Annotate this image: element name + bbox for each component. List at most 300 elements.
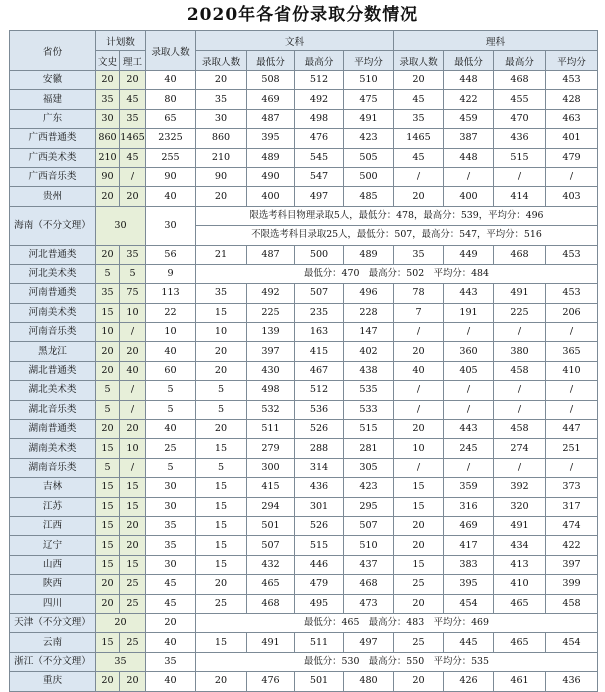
cell-arts-min: 501	[247, 516, 295, 535]
cell-arts-admitted: 15	[196, 303, 247, 322]
cell-sci-min: 454	[444, 594, 494, 613]
cell-arts-admitted: 35	[196, 284, 247, 303]
cell-arts-avg: 500	[344, 167, 394, 186]
cell-province: 广西普通类	[10, 129, 96, 148]
cell-arts-min: 468	[247, 594, 295, 613]
cell-plan-sci: 20	[120, 342, 146, 361]
table-row	[10, 400, 598, 419]
cell-arts-avg: 423	[344, 478, 394, 497]
table-row	[10, 109, 598, 128]
cell-admitted: 80	[146, 90, 196, 109]
cell-province: 河北普通类	[10, 245, 96, 264]
cell-arts-admitted: 15	[196, 516, 247, 535]
cell-arts-max: 467	[295, 361, 344, 380]
cell-sci-min: 443	[444, 420, 494, 439]
cell-plan-sci: 75	[120, 284, 146, 303]
cell-arts-admitted: 15	[196, 439, 247, 458]
cell-plan-sci: 15	[120, 497, 146, 516]
table-row	[10, 458, 598, 477]
cell-sci-min: /	[444, 400, 494, 419]
cell-arts-max: 235	[295, 303, 344, 322]
cell-sci-min: /	[444, 323, 494, 342]
header-plan: 计划数	[96, 31, 146, 51]
cell-plan-sci: 40	[120, 361, 146, 380]
cell-plan-arts: 90	[96, 167, 120, 186]
cell-sci-avg: /	[546, 323, 598, 342]
table-row	[10, 90, 598, 109]
cell-province: 湖南美术类	[10, 439, 96, 458]
cell-arts-min: 300	[247, 458, 295, 477]
cell-province: 广西美术类	[10, 148, 96, 167]
cell-plan-arts: 15	[96, 303, 120, 322]
cell-admitted: 30	[146, 478, 196, 497]
cell-sci-max: 468	[494, 245, 546, 264]
cell-sci-admitted: 45	[394, 90, 444, 109]
cell-arts-admitted: 5	[196, 458, 247, 477]
cell-sci-admitted: 15	[394, 555, 444, 574]
cell-arts-min: 400	[247, 187, 295, 206]
cell-arts-max: 536	[295, 400, 344, 419]
cell-arts-avg: 535	[344, 381, 394, 400]
cell-sci-avg: 453	[546, 284, 598, 303]
cell-sci-admitted: 40	[394, 361, 444, 380]
table-row	[10, 575, 598, 594]
cell-plan-arts: 10	[96, 323, 120, 342]
cell-arts-admitted: 21	[196, 245, 247, 264]
table-row	[10, 361, 598, 380]
cell-sci-admitted: 20	[394, 536, 444, 555]
cell-province: 浙江（不分文理）	[10, 652, 96, 671]
cell-province: 四川	[10, 594, 96, 613]
table-row	[10, 303, 598, 322]
cell-sci-admitted: 25	[394, 575, 444, 594]
cell-sci-avg: 401	[546, 129, 598, 148]
cell-arts-min: 432	[247, 555, 295, 574]
cell-plan-arts: 15	[96, 555, 120, 574]
cell-sci-max: 225	[494, 303, 546, 322]
header-arts-avg: 平均分	[344, 51, 394, 71]
table-row	[10, 381, 598, 400]
cell-sci-max: 458	[494, 420, 546, 439]
table-row	[10, 555, 598, 574]
cell-arts-min: 465	[247, 575, 295, 594]
cell-province: 河北美术类	[10, 264, 96, 283]
cell-sci-min: /	[444, 381, 494, 400]
cell-sci-avg: 447	[546, 420, 598, 439]
cell-arts-min: 225	[247, 303, 295, 322]
table-row	[10, 206, 598, 225]
cell-province: 江西	[10, 516, 96, 535]
cell-plan-sci: 15	[120, 555, 146, 574]
cell-arts-admitted: 210	[196, 148, 247, 167]
cell-sci-min: 448	[444, 148, 494, 167]
cell-admitted: 10	[146, 323, 196, 342]
cell-arts-admitted: 20	[196, 420, 247, 439]
cell-sci-min: 383	[444, 555, 494, 574]
cell-arts-max: 436	[295, 478, 344, 497]
cell-arts-admitted: 5	[196, 400, 247, 419]
cell-arts-avg: 510	[344, 536, 394, 555]
cell-score-summary: 最低分：465 最高分：483 平均分：469	[196, 613, 598, 632]
cell-plan-arts: 15	[96, 633, 120, 652]
cell-arts-max: 415	[295, 342, 344, 361]
cell-sci-avg: /	[546, 167, 598, 186]
page-title: 2020年各省份录取分数情况	[186, 5, 419, 25]
header-province: 省份	[10, 31, 96, 71]
cell-arts-admitted: 30	[196, 109, 247, 128]
cell-admitted: 40	[146, 672, 196, 691]
cell-sci-admitted: 10	[394, 439, 444, 458]
cell-admitted: 35	[146, 516, 196, 535]
cell-sci-min: 245	[444, 439, 494, 458]
cell-sci-min: 395	[444, 575, 494, 594]
cell-arts-max: 526	[295, 516, 344, 535]
cell-plan-arts: 5	[96, 400, 120, 419]
cell-arts-min: 430	[247, 361, 295, 380]
cell-sci-admitted: /	[394, 400, 444, 419]
cell-sci-max: 434	[494, 536, 546, 555]
cell-admitted: 56	[146, 245, 196, 264]
cell-admitted: 22	[146, 303, 196, 322]
cell-sci-avg: 397	[546, 555, 598, 574]
cell-plan-arts: 20	[96, 245, 120, 264]
cell-sci-admitted: 20	[394, 516, 444, 535]
cell-plan-sci: /	[120, 381, 146, 400]
cell-province: 河南美术类	[10, 303, 96, 322]
cell-province: 广东	[10, 109, 96, 128]
cell-sci-min: 316	[444, 497, 494, 516]
cell-sci-max: 458	[494, 361, 546, 380]
table-row	[10, 420, 598, 439]
cell-plan-sci: 45	[120, 90, 146, 109]
cell-plan-sci: 45	[120, 148, 146, 167]
cell-admitted: 40	[146, 633, 196, 652]
cell-arts-avg: 515	[344, 420, 394, 439]
cell-admitted: 9	[146, 264, 196, 283]
cell-arts-min: 487	[247, 109, 295, 128]
cell-admitted: 45	[146, 575, 196, 594]
cell-arts-avg: 281	[344, 439, 394, 458]
cell-admitted: 5	[146, 458, 196, 477]
cell-arts-max: 497	[295, 187, 344, 206]
cell-sci-max: 455	[494, 90, 546, 109]
cell-arts-max: 545	[295, 148, 344, 167]
cell-sci-max: 465	[494, 594, 546, 613]
cell-arts-max: 288	[295, 439, 344, 458]
cell-sci-min: 360	[444, 342, 494, 361]
cell-plan-sci: /	[120, 458, 146, 477]
table-row	[10, 613, 598, 632]
cell-note-unrestricted: 不限选考科目录取25人，最低分：507，最高分：547，平均分：516	[196, 226, 598, 245]
cell-admitted: 20	[146, 613, 196, 632]
cell-plan-arts: 30	[96, 109, 120, 128]
cell-arts-admitted: 15	[196, 555, 247, 574]
header-sci-avg: 平均分	[546, 51, 598, 71]
cell-sci-avg: 399	[546, 575, 598, 594]
cell-sci-min: 405	[444, 361, 494, 380]
cell-arts-min: 139	[247, 323, 295, 342]
cell-province: 云南	[10, 633, 96, 652]
cell-sci-max: 491	[494, 284, 546, 303]
cell-province: 安徽	[10, 71, 96, 90]
cell-arts-max: 163	[295, 323, 344, 342]
cell-arts-min: 511	[247, 420, 295, 439]
cell-sci-avg: 373	[546, 478, 598, 497]
cell-sci-min: 469	[444, 516, 494, 535]
cell-admitted: 5	[146, 381, 196, 400]
cell-province: 福建	[10, 90, 96, 109]
header-arts-min: 最低分	[247, 51, 295, 71]
cell-arts-admitted: 20	[196, 342, 247, 361]
cell-province: 贵州	[10, 187, 96, 206]
cell-sci-max: 436	[494, 129, 546, 148]
cell-province: 湖北美术类	[10, 381, 96, 400]
cell-arts-admitted: 20	[196, 575, 247, 594]
header-arts-admitted: 录取人数	[196, 51, 247, 71]
cell-arts-admitted: 10	[196, 323, 247, 342]
cell-arts-avg: 295	[344, 497, 394, 516]
cell-admitted: 45	[146, 594, 196, 613]
cell-sci-admitted: 20	[394, 187, 444, 206]
cell-province: 重庆	[10, 672, 96, 691]
header-arts-max: 最高分	[295, 51, 344, 71]
cell-arts-max: 476	[295, 129, 344, 148]
cell-admitted: 35	[146, 652, 196, 671]
cell-sci-min: 459	[444, 109, 494, 128]
cell-admitted: 40	[146, 187, 196, 206]
cell-sci-max: 515	[494, 148, 546, 167]
cell-plan-arts: 5	[96, 458, 120, 477]
cell-plan-arts: 20	[96, 420, 120, 439]
cell-sci-min: 445	[444, 633, 494, 652]
cell-arts-max: 314	[295, 458, 344, 477]
cell-arts-admitted: 20	[196, 672, 247, 691]
table-row	[10, 167, 598, 186]
cell-sci-avg: 422	[546, 536, 598, 555]
cell-sci-min: 426	[444, 672, 494, 691]
cell-arts-max: 492	[295, 90, 344, 109]
table-row	[10, 536, 598, 555]
cell-sci-admitted: /	[394, 381, 444, 400]
cell-plan-arts: 20	[96, 71, 120, 90]
cell-plan-arts: 20	[96, 342, 120, 361]
cell-arts-max: 512	[295, 381, 344, 400]
cell-sci-max: 392	[494, 478, 546, 497]
cell-admitted: 30	[146, 497, 196, 516]
cell-arts-avg: 423	[344, 129, 394, 148]
table-row	[10, 71, 598, 90]
header-sci-min: 最低分	[444, 51, 494, 71]
cell-arts-avg: 437	[344, 555, 394, 574]
header-admitted: 录取人数	[146, 31, 196, 71]
cell-admitted: 30	[146, 206, 196, 245]
cell-arts-min: 476	[247, 672, 295, 691]
cell-plan-sci: /	[120, 167, 146, 186]
table-row	[10, 187, 598, 206]
table-header	[10, 31, 598, 71]
cell-arts-avg: 533	[344, 400, 394, 419]
cell-arts-avg: 475	[344, 90, 394, 109]
cell-plan-arts: 35	[96, 284, 120, 303]
cell-arts-admitted: 20	[196, 361, 247, 380]
cell-province: 河南音乐类	[10, 323, 96, 342]
cell-sci-admitted: 25	[394, 633, 444, 652]
cell-sci-admitted: 35	[394, 245, 444, 264]
cell-plan-total: 20	[96, 613, 146, 632]
cell-arts-min: 395	[247, 129, 295, 148]
cell-sci-max: 413	[494, 555, 546, 574]
cell-plan-arts: 15	[96, 516, 120, 535]
cell-sci-avg: 206	[546, 303, 598, 322]
cell-sci-avg: 428	[546, 90, 598, 109]
cell-arts-min: 397	[247, 342, 295, 361]
cell-plan-total: 35	[96, 652, 146, 671]
cell-province: 山西	[10, 555, 96, 574]
cell-plan-total: 30	[96, 206, 146, 245]
cell-sci-max: /	[494, 323, 546, 342]
cell-arts-avg: 510	[344, 71, 394, 90]
cell-sci-avg: 436	[546, 672, 598, 691]
cell-sci-avg: 479	[546, 148, 598, 167]
cell-admitted: 60	[146, 361, 196, 380]
cell-sci-max: /	[494, 400, 546, 419]
cell-plan-arts: 15	[96, 439, 120, 458]
cell-sci-avg: /	[546, 458, 598, 477]
cell-sci-admitted: 15	[394, 478, 444, 497]
cell-arts-min: 498	[247, 381, 295, 400]
header-arts: 文科	[196, 31, 394, 51]
cell-sci-admitted: /	[394, 458, 444, 477]
cell-arts-max: 501	[295, 672, 344, 691]
cell-sci-min: 443	[444, 284, 494, 303]
cell-plan-arts: 5	[96, 381, 120, 400]
cell-arts-avg: 497	[344, 633, 394, 652]
cell-province: 湖南普通类	[10, 420, 96, 439]
cell-arts-avg: 468	[344, 575, 394, 594]
cell-province: 湖南音乐类	[10, 458, 96, 477]
cell-sci-max: 274	[494, 439, 546, 458]
cell-plan-sci: 20	[120, 71, 146, 90]
cell-sci-avg: 453	[546, 245, 598, 264]
header-science: 理科	[394, 31, 598, 51]
cell-sci-min: 417	[444, 536, 494, 555]
table-row	[10, 478, 598, 497]
cell-province: 湖北音乐类	[10, 400, 96, 419]
table-row	[10, 264, 598, 283]
cell-arts-avg: 485	[344, 187, 394, 206]
cell-sci-avg: 251	[546, 439, 598, 458]
cell-sci-min: 449	[444, 245, 494, 264]
table-body	[10, 71, 598, 692]
cell-arts-max: 515	[295, 536, 344, 555]
cell-plan-arts: 20	[96, 187, 120, 206]
cell-arts-admitted: 5	[196, 381, 247, 400]
cell-sci-admitted: 20	[394, 672, 444, 691]
cell-arts-avg: 402	[344, 342, 394, 361]
cell-sci-admitted: /	[394, 323, 444, 342]
cell-sci-avg: 454	[546, 633, 598, 652]
cell-province: 江苏	[10, 497, 96, 516]
cell-arts-avg: 473	[344, 594, 394, 613]
cell-sci-max: 461	[494, 672, 546, 691]
cell-sci-avg: 453	[546, 71, 598, 90]
cell-sci-admitted: 20	[394, 420, 444, 439]
cell-plan-arts: 15	[96, 536, 120, 555]
cell-score-summary: 最低分：470 最高分：502 平均分：484	[196, 264, 598, 283]
cell-sci-admitted: 20	[394, 342, 444, 361]
cell-arts-avg: 505	[344, 148, 394, 167]
cell-admitted: 5	[146, 400, 196, 419]
cell-arts-avg: 491	[344, 109, 394, 128]
cell-plan-arts: 20	[96, 594, 120, 613]
cell-plan-sci: 20	[120, 420, 146, 439]
cell-sci-max: 491	[494, 516, 546, 535]
cell-sci-min: 387	[444, 129, 494, 148]
cell-sci-min: /	[444, 458, 494, 477]
cell-admitted: 30	[146, 555, 196, 574]
header-sci-max: 最高分	[494, 51, 546, 71]
cell-sci-admitted: 7	[394, 303, 444, 322]
cell-arts-max: 511	[295, 633, 344, 652]
cell-sci-max: 320	[494, 497, 546, 516]
cell-plan-arts: 210	[96, 148, 120, 167]
cell-arts-min: 490	[247, 167, 295, 186]
cell-sci-admitted: 15	[394, 497, 444, 516]
table-row	[10, 439, 598, 458]
cell-arts-min: 532	[247, 400, 295, 419]
cell-plan-sci: 20	[120, 187, 146, 206]
cell-arts-admitted: 15	[196, 497, 247, 516]
cell-sci-max: 470	[494, 109, 546, 128]
cell-sci-admitted: 20	[394, 594, 444, 613]
cell-plan-arts: 5	[96, 264, 120, 283]
cell-arts-avg: 507	[344, 516, 394, 535]
table-row	[10, 284, 598, 303]
cell-plan-sci: 5	[120, 264, 146, 283]
cell-sci-avg: 474	[546, 516, 598, 535]
cell-sci-avg: 403	[546, 187, 598, 206]
table-row	[10, 245, 598, 264]
cell-sci-min: /	[444, 167, 494, 186]
cell-arts-max: 526	[295, 420, 344, 439]
cell-plan-arts: 20	[96, 361, 120, 380]
cell-arts-avg: 228	[344, 303, 394, 322]
cell-plan-sci: 35	[120, 245, 146, 264]
cell-sci-admitted: /	[394, 167, 444, 186]
cell-arts-min: 489	[247, 148, 295, 167]
cell-arts-admitted: 860	[196, 129, 247, 148]
table-row	[10, 633, 598, 652]
cell-arts-avg: 496	[344, 284, 394, 303]
cell-arts-admitted: 15	[196, 478, 247, 497]
header-sci-admitted: 录取人数	[394, 51, 444, 71]
cell-arts-admitted: 25	[196, 594, 247, 613]
cell-arts-min: 415	[247, 478, 295, 497]
cell-sci-avg: 317	[546, 497, 598, 516]
cell-sci-max: /	[494, 381, 546, 400]
cell-plan-sci: 10	[120, 439, 146, 458]
table-row	[10, 497, 598, 516]
cell-admitted: 2325	[146, 129, 196, 148]
cell-sci-max: 465	[494, 633, 546, 652]
table-row	[10, 129, 598, 148]
cell-sci-min: 448	[444, 71, 494, 90]
cell-plan-sci: 15	[120, 478, 146, 497]
cell-plan-arts: 15	[96, 478, 120, 497]
cell-sci-max: /	[494, 458, 546, 477]
cell-arts-max: 512	[295, 71, 344, 90]
admission-score-table	[9, 30, 598, 692]
